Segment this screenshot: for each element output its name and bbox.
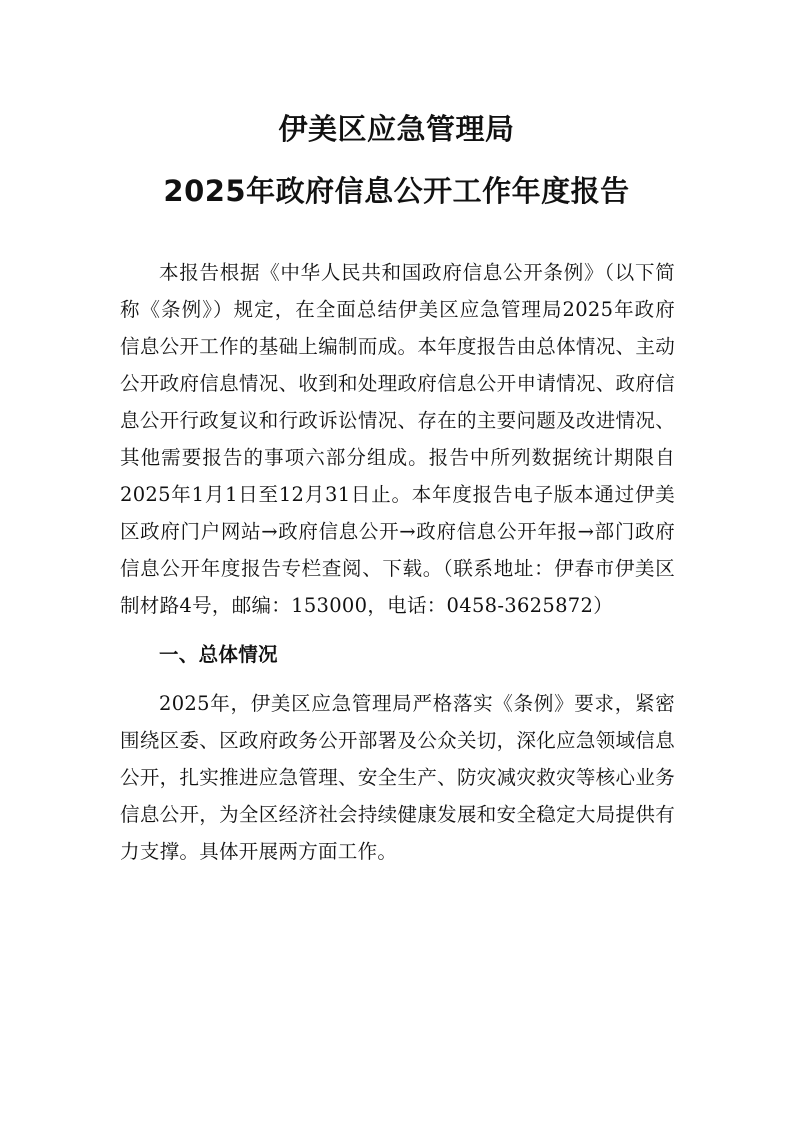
intro-paragraph: 本报告根据《中华人民共和国政府信息公开条例》（以下简称《条例》）规定，在全面总结伊美区应急管理局2025年政府信息公开工作的基础上编制而成。本年度报告由总体情况、主动公开政府信息情况、收到和处理政府信息公开申请情况、政府信息公开行政复议和行政诉讼情况、存在的主要问题及改进情况、其他需要报告的事项六部分组成。报告中所列数据统计期限自2025年1月1日至12月31日止。本年度报告电子版本通过伊美区政府门户网站→政府信息公开→政府信息公开年报→部门政府信息公开年度报告专栏查阅、下载。（联系地址：伊春市伊美区制材路4号，邮编：153000，电话：0458-3625872） (120, 261, 675, 617)
section-heading-overall: 一、总体情况 (159, 643, 278, 666)
title-line-1: 伊美区应急管理局 (278, 112, 515, 146)
overall-paragraph: 2025年，伊美区应急管理局严格落实《条例》要求，紧密围绕区委、区政府政务公开部署及公众关切，深化应急领域信息公开，扎实推进应急管理、安全生产、防灾减灾救灾等核心业务信息公开，为全区经济社会持续健康发展和安全稳定大局提供有力支撑。具体开展两方面工作。 (120, 692, 675, 863)
document-body (120, 254, 675, 870)
document-title (0, 98, 793, 222)
title-line-2: 2025年政府信息公开工作年度报告 (163, 174, 630, 208)
